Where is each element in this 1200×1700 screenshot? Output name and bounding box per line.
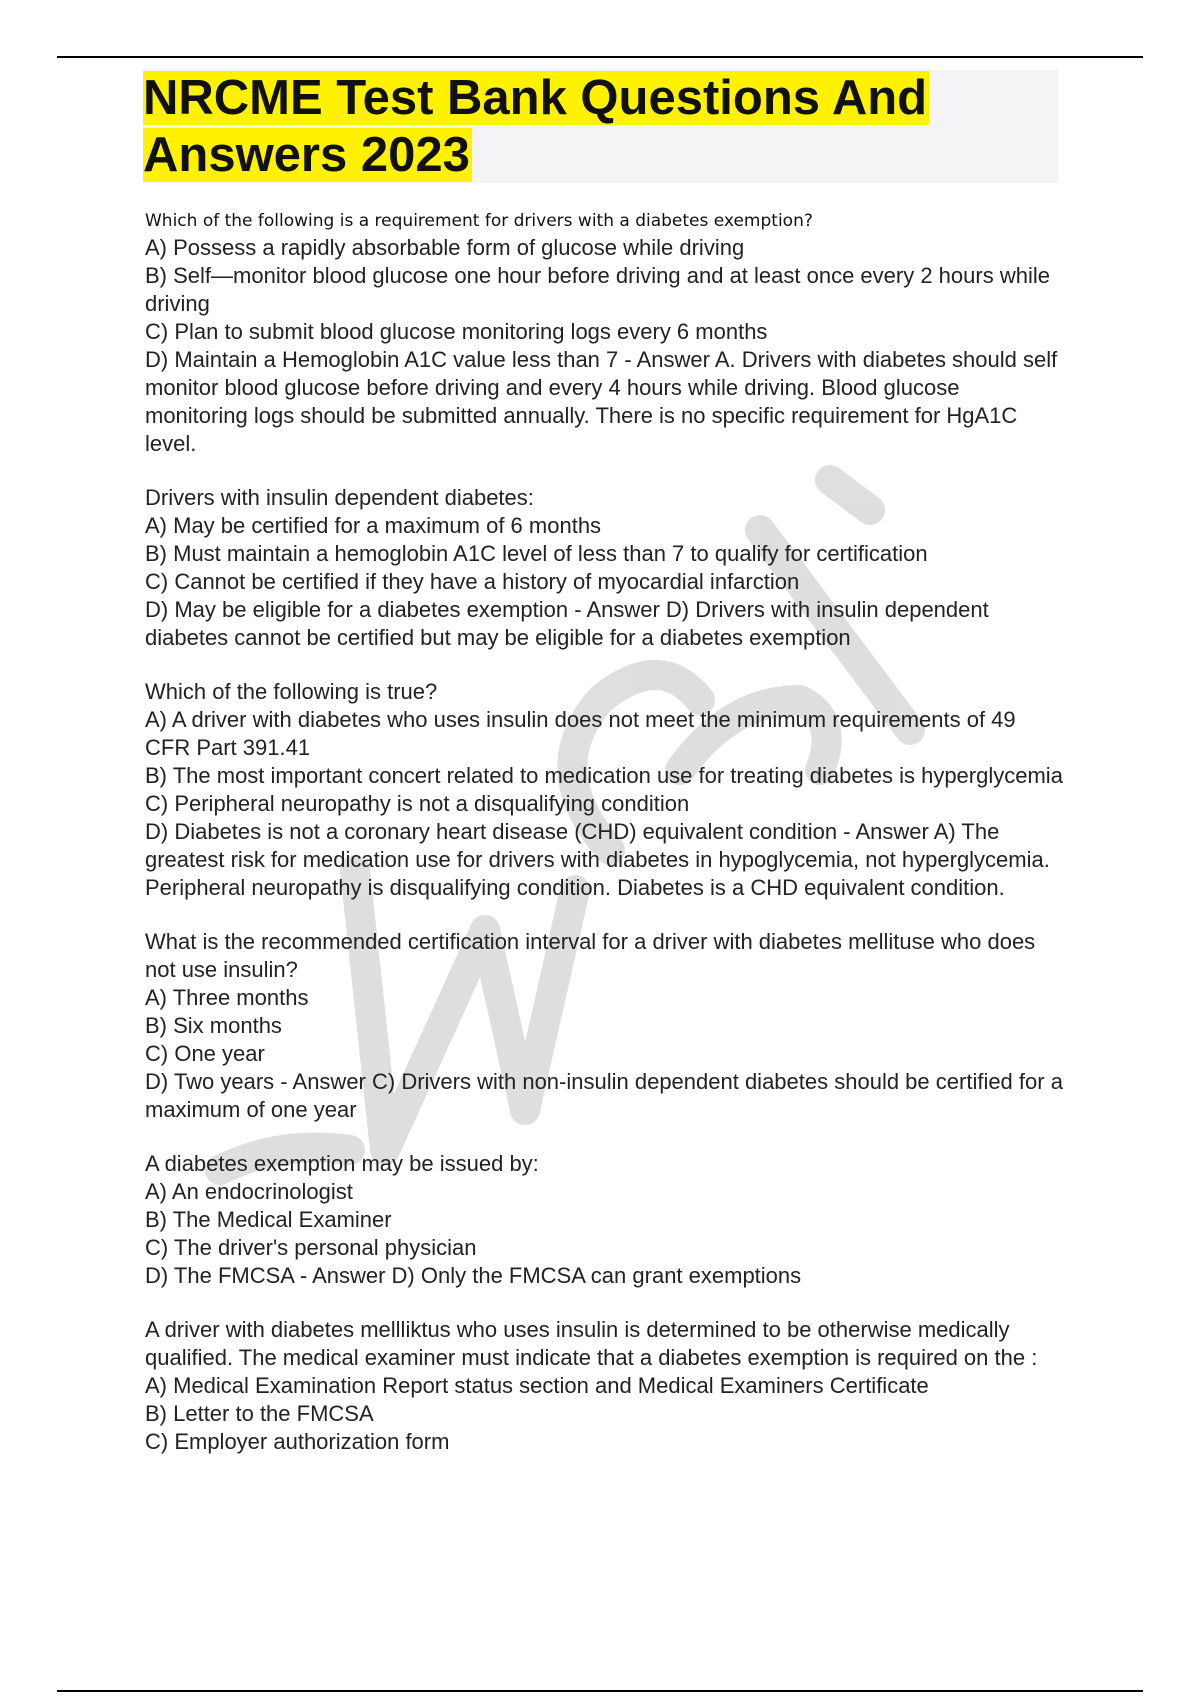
option-line: B) The most important concert related to medication use for treating diabetes is hyperglycemia xyxy=(145,763,1063,788)
question-block xyxy=(145,210,1065,458)
question-block xyxy=(145,928,1065,1124)
option-answer-line: D) Two years - Answer C) Drivers with non-insulin dependent diabetes should be certified for a maximum of one year xyxy=(145,1069,1063,1122)
title-block xyxy=(143,70,1058,183)
question-text: What is the recommended certification interval for a driver with diabetes mellituse who does not use insulin? xyxy=(145,929,1036,982)
option-line: B) The Medical Examiner xyxy=(145,1207,392,1232)
question-text: A driver with diabetes mellliktus who uses insulin is determined to be otherwise medically qualified. The medical examiner must indicate that a diabetes exemption is required on the : xyxy=(145,1317,1038,1370)
question-list xyxy=(145,210,1065,1482)
option-answer-line: D) Diabetes is not a coronary heart disease (CHD) equivalent condition - Answer A) The greatest risk for medication use for drivers with diabetes in hypoglycemia, not hyperglycemia. Peripheral neuropathy is disqualifying condition. Diabetes is a CHD equivalent condition. xyxy=(145,819,1050,900)
option-line: B) Self—monitor blood glucose one hour before driving and at least once every 2 hours while driving xyxy=(145,263,1050,316)
option-line: B) Letter to the FMCSA xyxy=(145,1401,374,1426)
option-line: A) Medical Examination Report status section and Medical Examiners Certificate xyxy=(145,1373,929,1398)
option-line: C) Peripheral neuropathy is not a disqualifying condition xyxy=(145,791,690,816)
top-rule xyxy=(57,56,1143,58)
option-line: A) Three months xyxy=(145,985,309,1010)
option-line: C) Plan to submit blood glucose monitoring logs every 6 months xyxy=(145,319,768,344)
bottom-rule xyxy=(57,1690,1143,1692)
option-line: A) May be certified for a maximum of 6 months xyxy=(145,513,602,538)
question-text: A diabetes exemption may be issued by: xyxy=(145,1151,539,1176)
question-block xyxy=(145,484,1065,652)
option-line: C) One year xyxy=(145,1041,265,1066)
option-answer-line: D) May be eligible for a diabetes exemption - Answer D) Drivers with insulin dependent diabetes cannot be certified but may be eligible for a diabetes exemption xyxy=(145,597,989,650)
title-line-1: NRCME Test Bank Questions And xyxy=(143,71,928,125)
question-block xyxy=(145,678,1065,902)
question-block xyxy=(145,1150,1065,1290)
option-line: B) Must maintain a hemoglobin A1C level of less than 7 to qualify for certification xyxy=(145,541,928,566)
option-answer-line: D) The FMCSA - Answer D) Only the FMCSA can grant exemptions xyxy=(145,1263,802,1288)
option-line: C) Employer authorization form xyxy=(145,1429,450,1454)
option-line: C) The driver's personal physician xyxy=(145,1235,477,1260)
option-line: A) An endocrinologist xyxy=(145,1179,353,1204)
option-answer-line: D) Maintain a Hemoglobin A1C value less than 7 - Answer A. Drivers with diabetes should self monitor blood glucose before driving and every 4 hours while driving. Blood glucose monitoring logs should be submitted annually. There is no specific requirement for HgA1C level. xyxy=(145,347,1058,456)
question-block xyxy=(145,1316,1065,1456)
question-text: Which of the following is a requirement for drivers with a diabetes exemption? xyxy=(145,211,813,231)
question-text: Which of the following is true? xyxy=(145,679,438,704)
option-line: C) Cannot be certified if they have a history of myocardial infarction xyxy=(145,569,800,594)
option-line: A) Possess a rapidly absorbable form of glucose while driving xyxy=(145,235,745,260)
option-line: B) Six months xyxy=(145,1013,282,1038)
page-title xyxy=(143,70,1058,184)
title-line-2: Answers 2023 xyxy=(143,128,470,182)
option-line: A) A driver with diabetes who uses insulin does not meet the minimum requirements of 49 CFR Part 391.41 xyxy=(145,707,1016,760)
question-text: Drivers with insulin dependent diabetes: xyxy=(145,485,534,510)
